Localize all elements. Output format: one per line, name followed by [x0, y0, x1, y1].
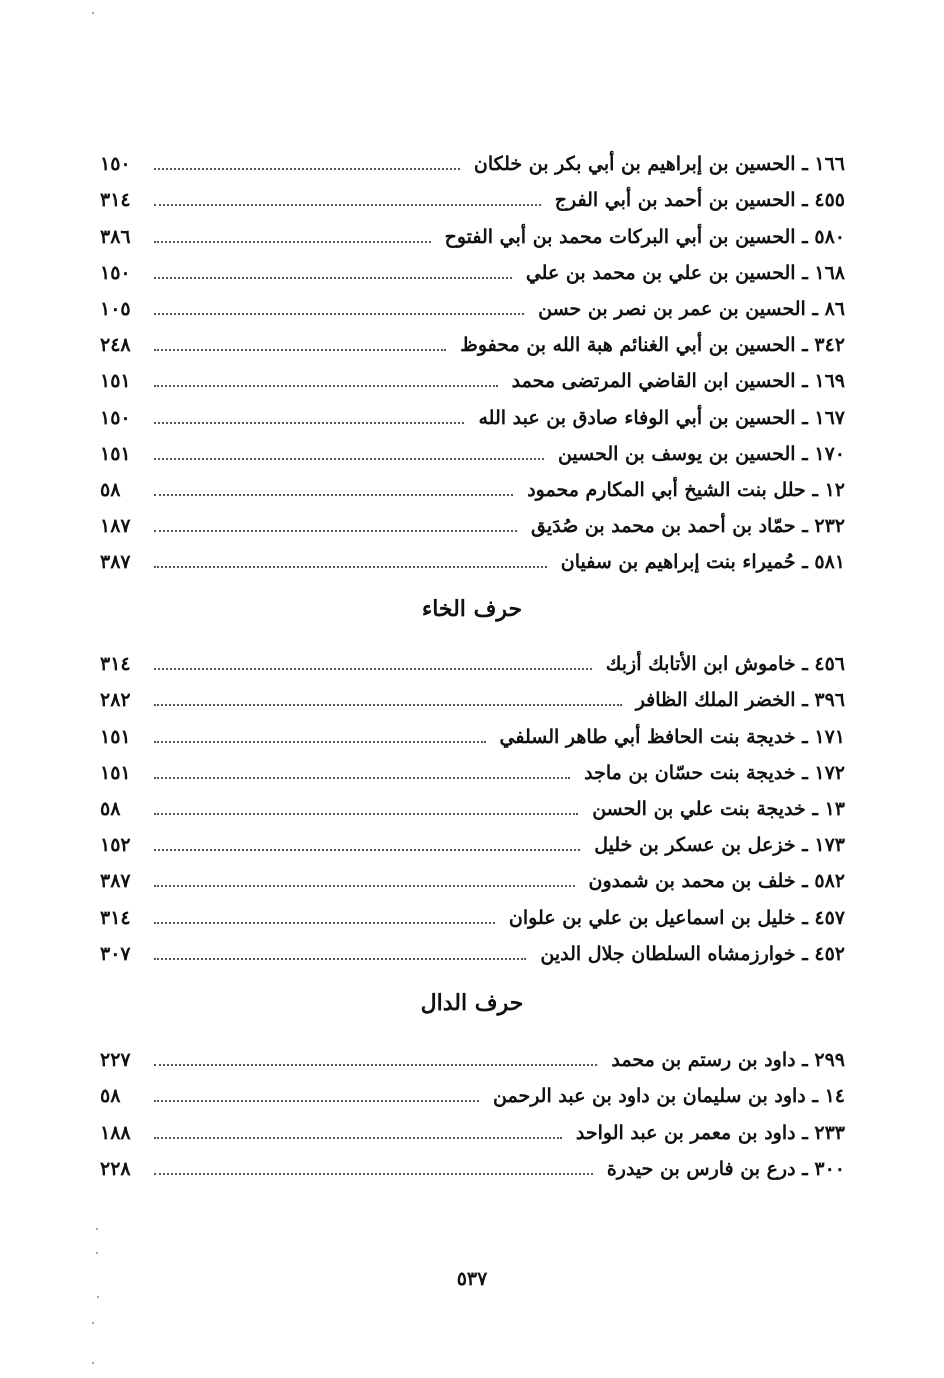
entry-text: ٥٨١ ـ حُميراء بنت إبراهيم بن سفيان [560, 551, 845, 574]
entry-page-number: ١٠٥ [100, 297, 131, 320]
index-entry [100, 502, 845, 538]
index-entry [100, 676, 845, 712]
dot-leader [154, 1173, 593, 1175]
entry-text: ٤٥٥ ـ الحسين بن أحمد بن أبي الفرج [554, 189, 845, 212]
index-entry [100, 640, 845, 676]
index-entry [100, 538, 845, 574]
entry-page-number: ١٥٢ [100, 834, 131, 857]
scan-speck [92, 1362, 94, 1364]
dot-leader [154, 494, 513, 496]
index-entry [100, 176, 845, 212]
entry-text: ٤٥٢ ـ خوارزمشاه السلطان جلال الدين [540, 942, 845, 965]
entry-page-number: ٢٢٨ [100, 1157, 131, 1180]
entry-text: ١٢ ـ حلل بنت الشيخ أبي المكارم محمود [527, 478, 845, 501]
entry-page-number: ٣٨٧ [100, 551, 131, 574]
index-entry [100, 430, 845, 466]
entry-page-number: ١٥٠ [100, 261, 131, 284]
entry-text: ٣٠٠ ـ درع بن فارس بن حيدرة [606, 1157, 845, 1180]
index-entry [100, 249, 845, 285]
index-entry [100, 857, 845, 893]
dot-leader [154, 777, 570, 779]
entry-text: ١٧٢ ـ خديجة بنت حسّان بن ماجد [584, 761, 845, 784]
scan-speck [97, 1296, 99, 1298]
scan-speck [96, 1228, 98, 1230]
index-entry [100, 285, 845, 321]
entry-text: ١٦٧ ـ الحسين بن أبي الوفاء صادق بن عبد الله [478, 406, 845, 429]
index-entry [100, 1036, 845, 1072]
entry-text: ٢٣٣ ـ داود بن معمر بن عبد الواحد [575, 1121, 845, 1144]
page-folio-number: ٥٣٧ [456, 1268, 488, 1290]
entry-page-number: ٣١٤ [100, 653, 131, 676]
index-entry [100, 321, 845, 357]
dot-leader [154, 422, 464, 424]
entry-page-number: ١٥١ [100, 725, 131, 748]
scan-speck [92, 12, 94, 14]
entry-text: ٢٩٩ ـ داود بن رستم بن محمد [611, 1049, 845, 1072]
index-entry [100, 1145, 845, 1181]
entry-page-number: ٣١٤ [100, 906, 131, 929]
section-heading-dal: حرف الدال [420, 990, 524, 1016]
scan-speck [92, 1322, 94, 1324]
dot-leader [154, 168, 460, 170]
dot-leader [154, 704, 622, 706]
index-entry [100, 393, 845, 429]
index-entry [100, 357, 845, 393]
entry-text: ١٦٨ ـ الحسين بن علي بن محمد بن علي [525, 261, 845, 284]
entry-text: ٥٨٠ ـ الحسين بن أبي البركات محمد بن أبي الفتوح [444, 225, 845, 248]
dot-leader [154, 204, 541, 206]
entry-page-number: ٥٨ [100, 1085, 121, 1108]
dot-leader [154, 1100, 479, 1102]
entry-text: ١٧٠ ـ الحسين بن يوسف بن الحسين [557, 442, 845, 465]
dot-leader [154, 958, 526, 960]
entry-text: ١٦٩ ـ الحسين ابن القاضي المرتضى محمد [511, 370, 845, 393]
index-entry [100, 893, 845, 929]
entry-text: ٣٩٦ ـ الخضر الملك الظافر [635, 689, 845, 712]
dot-leader [154, 922, 495, 924]
dot-leader [154, 1137, 562, 1139]
entry-page-number: ٣٠٧ [100, 942, 131, 965]
scan-speck [96, 1252, 98, 1254]
dot-leader [154, 277, 512, 279]
entry-page-number: ١٨٧ [100, 515, 131, 538]
index-entry [100, 1108, 845, 1144]
index-entry [100, 466, 845, 502]
index-entry [100, 821, 845, 857]
dot-leader [154, 530, 517, 532]
entry-text: ٥٨٢ ـ خلف بن محمد بن شمدون [588, 870, 845, 893]
entry-text: ٢٣٢ ـ حمّاد بن أحمد بن محمد بن صُدَيق [531, 515, 845, 538]
entry-page-number: ١٥١ [100, 370, 131, 393]
entry-page-number: ١٨٨ [100, 1121, 131, 1144]
dot-leader [154, 349, 446, 351]
dot-leader [154, 849, 580, 851]
dot-leader [154, 313, 524, 315]
entry-text: ٣٤٢ ـ الحسين بن أبي الغنائم هبة الله بن محفوظ [460, 334, 845, 357]
index-section-kha [100, 640, 845, 966]
entry-page-number: ٥٨ [100, 797, 121, 820]
entry-page-number: ٢٨٢ [100, 689, 131, 712]
entry-page-number: ١٥١ [100, 442, 131, 465]
dot-leader [154, 668, 592, 670]
index-entry [100, 212, 845, 248]
entry-page-number: ١٥٠ [100, 153, 131, 176]
section-heading-kha: حرف الخاء [421, 596, 523, 622]
entry-page-number: ٣٨٧ [100, 870, 131, 893]
entry-text: ١٣ ـ خديجة بنت علي بن الحسن [592, 797, 845, 820]
dot-leader [154, 566, 547, 568]
index-entry [100, 712, 845, 748]
dot-leader [154, 458, 544, 460]
entry-page-number: ٣٨٦ [100, 225, 131, 248]
index-entry [100, 785, 845, 821]
entry-page-number: ٢٢٧ [100, 1049, 131, 1072]
index-entry [100, 749, 845, 785]
entry-text: ١٤ ـ داود بن سليمان بن داود بن عبد الرحمن [493, 1085, 845, 1108]
dot-leader [154, 1064, 597, 1066]
entry-text: ٤٥٧ ـ خليل بن اسماعيل بن علي بن علوان [508, 906, 845, 929]
entry-page-number: ١٥٠ [100, 406, 131, 429]
entry-page-number: ١٥١ [100, 761, 131, 784]
index-section-ha [100, 140, 845, 574]
index-section-dal [100, 1036, 845, 1181]
index-entry [100, 1072, 845, 1108]
dot-leader [154, 241, 431, 243]
entry-text: ٨٦ ـ الحسين بن عمر بن نصر بن حسن [538, 297, 845, 320]
entry-text: ٤٥٦ ـ خاموش ابن الأتابك أزبك [605, 653, 845, 676]
index-entry [100, 930, 845, 966]
entry-page-number: ٣١٤ [100, 189, 131, 212]
dot-leader [154, 813, 578, 815]
dot-leader [154, 741, 486, 743]
entry-text: ١٧١ ـ خديجة بنت الحافظ أبي طاهر السلفي [499, 725, 845, 748]
entry-text: ١٦٦ ـ الحسين بن إبراهيم بن أبي بكر بن خلكان [473, 153, 845, 176]
entry-text: ١٧٣ ـ خزعل بن عسكر بن خليل [594, 834, 845, 857]
dot-leader [154, 885, 575, 887]
dot-leader [154, 385, 498, 387]
entry-page-number: ٢٤٨ [100, 334, 131, 357]
index-entry [100, 140, 845, 176]
entry-page-number: ٥٨ [100, 478, 121, 501]
